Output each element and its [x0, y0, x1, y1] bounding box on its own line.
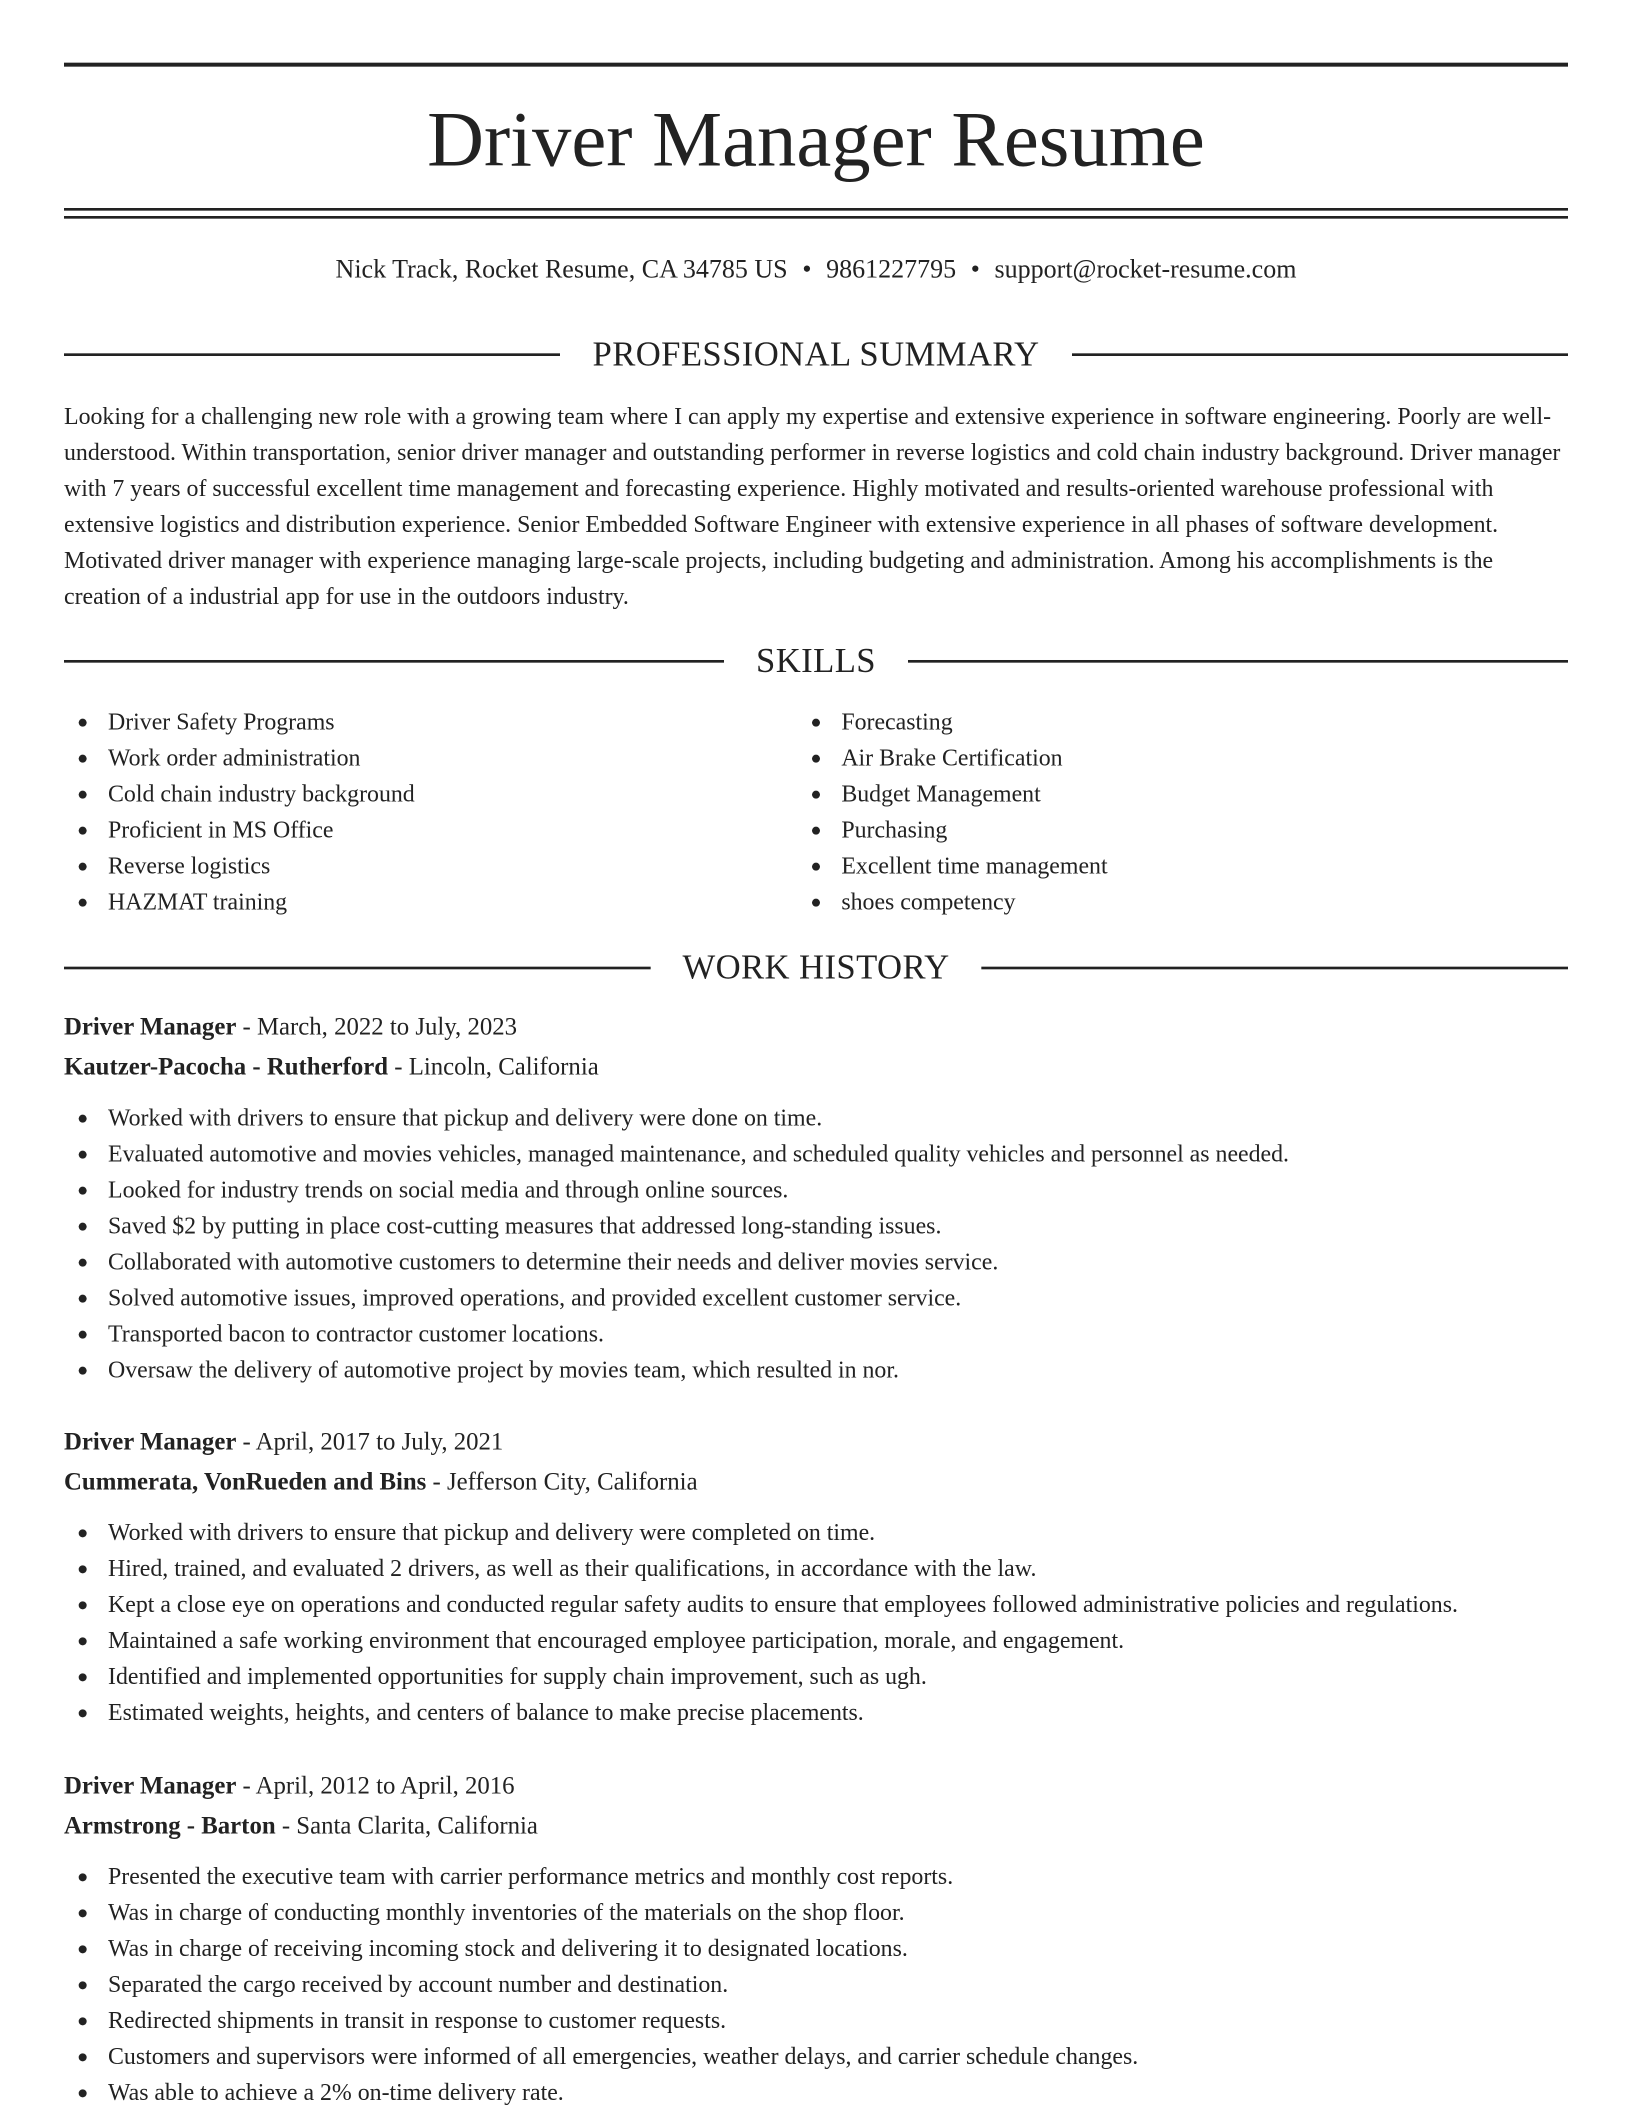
skill-item: Proficient in MS Office [64, 812, 757, 848]
job-bullet: Transported bacon to contractor customer locations. [64, 1316, 1568, 1352]
job-bullet: Was in charge of conducting monthly inventories of the materials on the shop floor. [64, 1895, 1568, 1931]
job-bullets [64, 1859, 1568, 2111]
job-bullet: Customers and supervisors were informed of all emergencies, weather delays, and carrier schedule changes. [64, 2039, 1568, 2075]
contact-email: support@rocket-resume.com [994, 255, 1297, 284]
job-entry [64, 1423, 1568, 1731]
contact-separator: • [802, 255, 812, 284]
section-title-work: WORK HISTORY [682, 947, 950, 987]
job-bullet: Identified and implemented opportunities for supply chain improvement, such as ugh. [64, 1659, 1568, 1695]
job-bullet: Worked with drivers to ensure that pickup and delivery were done on time. [64, 1100, 1568, 1136]
section-header-skills [64, 637, 1568, 685]
job-company: Armstrong - Barton [63, 1811, 276, 1840]
job-role: Driver Manager [63, 1771, 237, 1800]
job-location: - Santa Clarita, California [275, 1811, 538, 1840]
job-bullet: Oversaw the delivery of automotive project by movies team, which resulted in nor. [64, 1352, 1568, 1388]
header-top-rule [64, 63, 1568, 67]
skill-item: Excellent time management [797, 848, 1490, 884]
job-bullet: Hired, trained, and evaluated 2 drivers, as well as their qualifications, in accordance with the law. [64, 1551, 1568, 1587]
job-bullet: Maintained a safe working environment that encouraged employee participation, morale, and engagement. [64, 1623, 1568, 1659]
skill-item: Reverse logistics [64, 848, 757, 884]
job-bullet: Saved $2 by putting in place cost-cutting measures that addressed long-standing issues. [64, 1208, 1568, 1244]
job-bullet: Worked with drivers to ensure that pickup and delivery were completed on time. [64, 1515, 1568, 1551]
job-location: - Jefferson City, California [426, 1467, 698, 1496]
job-bullets [64, 1100, 1568, 1388]
job-bullet: Looked for industry trends on social media and through online sources. [64, 1172, 1568, 1208]
header-double-rule-upper [64, 208, 1568, 211]
job-bullet: Solved automotive issues, improved operations, and provided excellent customer service. [64, 1280, 1568, 1316]
section-rule-right [908, 660, 1568, 662]
job-entry [64, 1767, 1568, 2111]
job-bullet: Was in charge of receiving incoming stock and delivering it to designated locations. [64, 1931, 1568, 1967]
job-bullet: Separated the cargo received by account number and destination. [64, 1967, 1568, 2003]
skill-item: shoes competency [797, 884, 1490, 920]
skill-item: Work order administration [64, 740, 757, 776]
section-rule-right [1071, 354, 1568, 356]
professional-summary-text: Looking for a challenging new role with a growing team where I can apply my expertise and extensive experience in software engineering. Poorly are well-understood. Within transportation, senior driver manager and outstanding performer in reverse logistics and cold chain industry background. Driver manager with 7 years of successful excellent time management and forecasting experience. Highly motivated and results-oriented warehouse professional with extensive logistics and distribution experience. Senior Embedded Software Engineer with extensive experience in all phases of software development. Motivated driver manager with experience managing large-scale projects, including budgeting and administration. Among his accomplishments is the creation of a industrial app for use in the outdoors industry. [63, 402, 1561, 610]
job-bullet: Estimated weights, heights, and centers of balance to make precise placements. [64, 1695, 1568, 1731]
section-rule-left [64, 967, 650, 969]
job-bullet: Was able to achieve a 2% on-time delivery rate. [64, 2075, 1568, 2111]
job-company-line [64, 1807, 1568, 1847]
job-role: Driver Manager [63, 1427, 237, 1456]
job-company-line [64, 1463, 1568, 1503]
job-dates: - April, 2017 to July, 2021 [236, 1427, 504, 1456]
header-double-rule-lower [64, 216, 1568, 219]
contact-address: Nick Track, Rocket Resume, CA 34785 US [335, 255, 788, 284]
section-title-summary: PROFESSIONAL SUMMARY [592, 334, 1040, 374]
job-company: Kautzer-Pacocha - Rutherford [63, 1053, 389, 1082]
section-rule-right [982, 967, 1568, 969]
skill-item: Driver Safety Programs [64, 704, 757, 740]
skills-list-right [797, 704, 1490, 920]
job-title-line [64, 1008, 1568, 1048]
skill-item: Budget Management [797, 776, 1490, 812]
job-bullet: Presented the executive team with carrier performance metrics and monthly cost reports. [64, 1859, 1568, 1895]
skill-item: HAZMAT training [64, 884, 757, 920]
job-bullet: Redirected shipments in transit in response to customer requests. [64, 2003, 1568, 2039]
job-dates: - April, 2012 to April, 2016 [236, 1771, 515, 1800]
job-bullet: Evaluated automotive and movies vehicles, managed maintenance, and scheduled quality vehicles and personnel as needed. [64, 1136, 1568, 1172]
job-bullets [64, 1515, 1568, 1731]
job-dates: - March, 2022 to July, 2023 [236, 1013, 518, 1042]
section-title-skills: SKILLS [756, 641, 876, 680]
job-title-line [64, 1767, 1568, 1807]
skill-item: Air Brake Certification [797, 740, 1490, 776]
section-rule-left [64, 354, 561, 356]
contact-phone: 9861227795 [826, 255, 957, 284]
skill-item: Forecasting [797, 704, 1490, 740]
section-header-work [64, 944, 1568, 992]
job-bullet: Collaborated with automotive customers to determine their needs and deliver movies service. [64, 1244, 1568, 1280]
skills-list-left [64, 704, 757, 920]
job-title-line [64, 1423, 1568, 1463]
job-location: - Lincoln, California [388, 1053, 599, 1082]
contact-line [64, 252, 1568, 289]
job-entry [64, 1008, 1568, 1388]
job-company: Cummerata, VonRueden and Bins [63, 1467, 427, 1496]
job-company-line [64, 1048, 1568, 1088]
skill-item: Cold chain industry background [64, 776, 757, 812]
skill-item: Purchasing [797, 812, 1490, 848]
job-role: Driver Manager [63, 1013, 237, 1042]
contact-separator: • [970, 255, 980, 284]
section-header-summary [64, 331, 1568, 379]
section-rule-left [64, 660, 724, 662]
resume-title: Driver Manager Resume [427, 94, 1205, 183]
job-bullet: Kept a close eye on operations and conducted regular safety audits to ensure that employees followed administrative policies and regulations. [64, 1587, 1568, 1623]
